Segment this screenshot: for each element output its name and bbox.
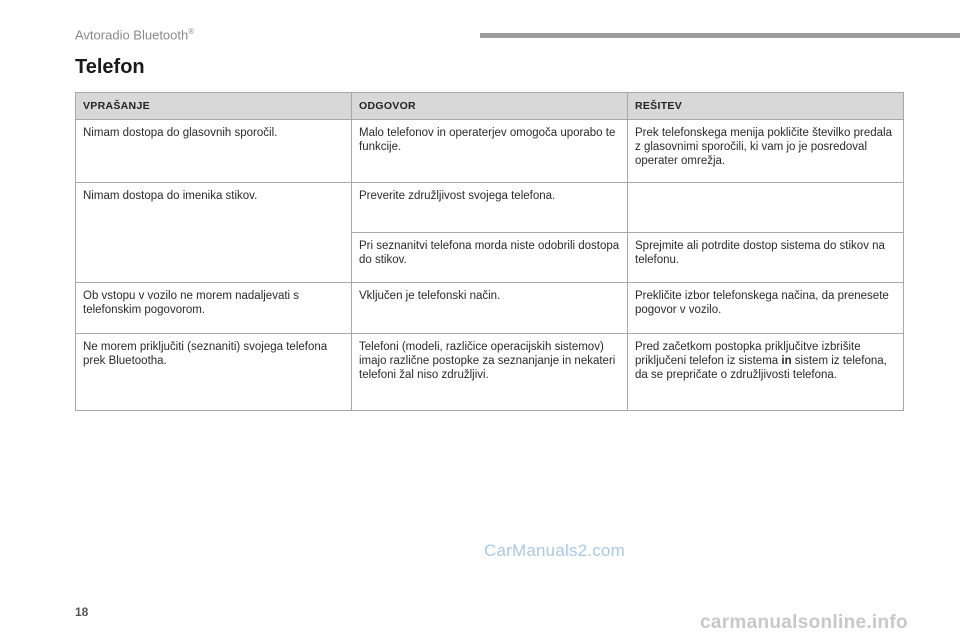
column-header-solution: REŠITEV [628, 93, 904, 120]
watermark-carmanuals2: CarManuals2.com [484, 541, 625, 560]
solution-cell: Prekličite izbor telefonskega načina, da prenesete pogovor v vozilo. [628, 283, 904, 334]
registered-mark: ® [188, 27, 195, 36]
answer-cell: Vključen je telefonski način. [352, 283, 628, 334]
watermark-carmanualsonline: carmanualsonline.info [700, 612, 908, 633]
solution-text: sistem iz telefona, da se prepričate o združljivosti telefona. [635, 355, 887, 381]
column-header-answer: ODGOVOR [352, 93, 628, 120]
question-cell: Nimam dostopa do imenika stikov. [76, 183, 352, 283]
table-row [76, 283, 904, 334]
answer-cell: Telefoni (modeli, različice operacijskih sistemov) imajo različne postopke za seznanjanje in nekateri telefoni žal niso združljivi. [352, 334, 628, 411]
page-number: 18 [75, 605, 89, 619]
question-cell: Ob vstopu v vozilo ne morem nadaljevati s telefonskim pogovorom. [76, 283, 352, 334]
header-rule [480, 33, 960, 38]
table-row [76, 183, 904, 233]
table-header-row [76, 93, 904, 120]
solution-text: Pred začetkom postopka priključitve izbrišite priključeni telefon iz sistema [635, 341, 861, 367]
column-header-question: VPRAŠANJE [76, 93, 352, 120]
page-title: Telefon [75, 56, 145, 78]
solution-cell: Sprejmite ali potrdite dostop sistema do stikov na telefonu. [628, 233, 904, 283]
answer-cell: Preverite združljivost svojega telefona. [352, 183, 628, 233]
running-header [75, 27, 194, 42]
answer-cell: Pri seznanitvi telefona morda niste odobrili dostopa do stikov. [352, 233, 628, 283]
table-row [76, 120, 904, 183]
question-cell: Ne morem priključiti (seznaniti) svojega telefona prek Bluetootha. [76, 334, 352, 411]
solution-cell [628, 334, 904, 411]
solution-bold-word: in [781, 355, 792, 367]
faq-table [75, 92, 904, 411]
question-cell: Nimam dostopa do glasovnih sporočil. [76, 120, 352, 183]
solution-cell: Prek telefonskega menija pokličite številko predala z glasovnimi sporočili, ki vam jo je posredoval operater omrežja. [628, 120, 904, 183]
running-header-text: Avtoradio Bluetooth [75, 27, 189, 43]
answer-cell: Malo telefonov in operaterjev omogoča uporabo te funkcije. [352, 120, 628, 183]
table-row [76, 334, 904, 411]
solution-cell [628, 183, 904, 233]
